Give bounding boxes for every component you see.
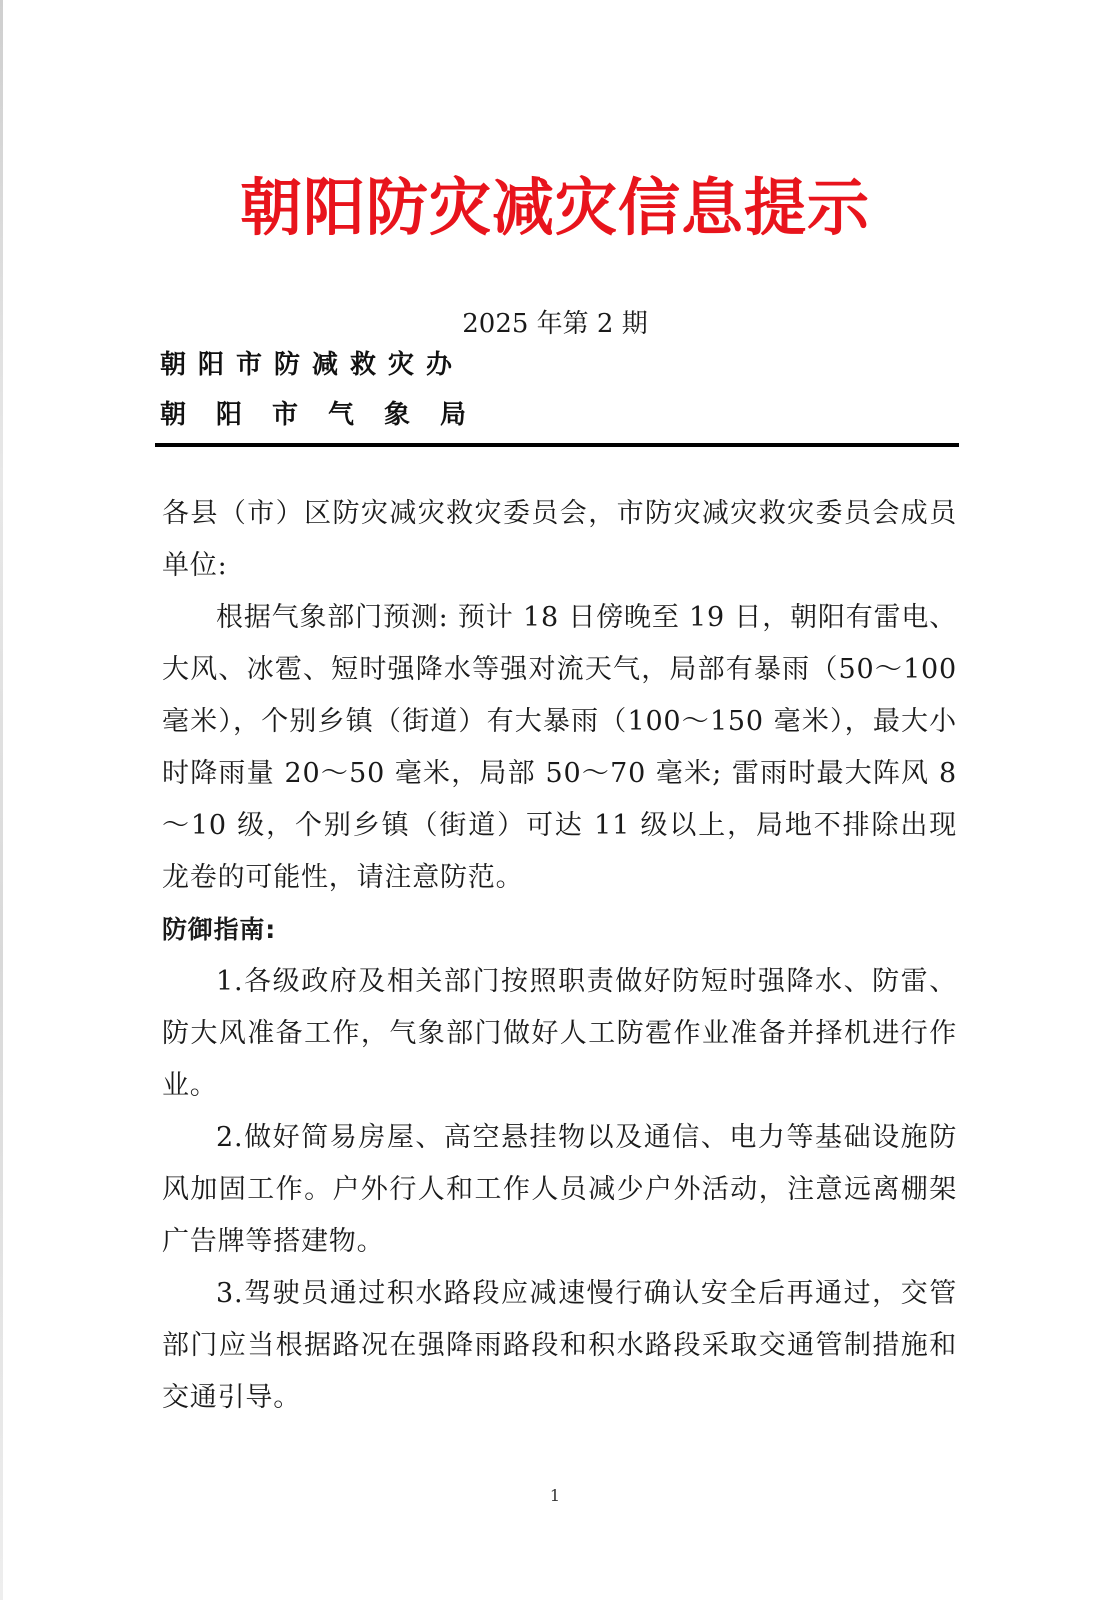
document-body: [162, 488, 957, 1424]
forecast-paragraph: 根据气象部门预测: 预计 18 日傍晚至 19 日，朝阳有雷电、大风、冰雹、短时强降水等强对流天气，局部有暴雨（50～100 毫米），个别乡镇（街道）有大暴雨（100～150 毫米），最大小时降雨量 20～50 毫米，局部 50～70 毫米; 雷雨时最大阵风 8～10 级，个别乡镇（街道）可达 11 级以上，局地不排除出现龙卷的可能性，请注意防范。: [162, 602, 957, 893]
guide-item: 2.做好简易房屋、高空悬挂物以及通信、电力等基础设施防风加固工作。户外行人和工作人员减少户外活动，注意远离棚架广告牌等搭建物。: [162, 1122, 957, 1257]
guide-item: 3.驾驶员通过积水路段应减速慢行确认安全后再通过，交管部门应当根据路况在强降雨路段和积水路段采取交通管制措施和交通引导。: [162, 1278, 957, 1413]
issuer-disaster-office: 朝阳市防减救灾办: [160, 350, 465, 380]
guide-item: 1.各级政府及相关部门按照职责做好防短时强降水、防雷、防大风准备工作，气象部门做好人工防雹作业准备并择机进行作业。: [162, 966, 957, 1101]
issuer-meteorological-bureau: 朝阳市气象局: [160, 400, 497, 430]
guide-heading: 防御指南:: [162, 915, 276, 944]
addressee: 各县（市）区防灾减灾救灾委员会，市防灾减灾救灾委员会成员单位:: [162, 498, 957, 581]
header-divider: [155, 443, 959, 447]
page-number: 1: [549, 1486, 561, 1505]
issuer-block: [160, 340, 496, 440]
document-title: 朝阳防灾减灾信息提示: [239, 171, 870, 244]
issue-number: 2025 年第 2 期: [462, 309, 648, 339]
